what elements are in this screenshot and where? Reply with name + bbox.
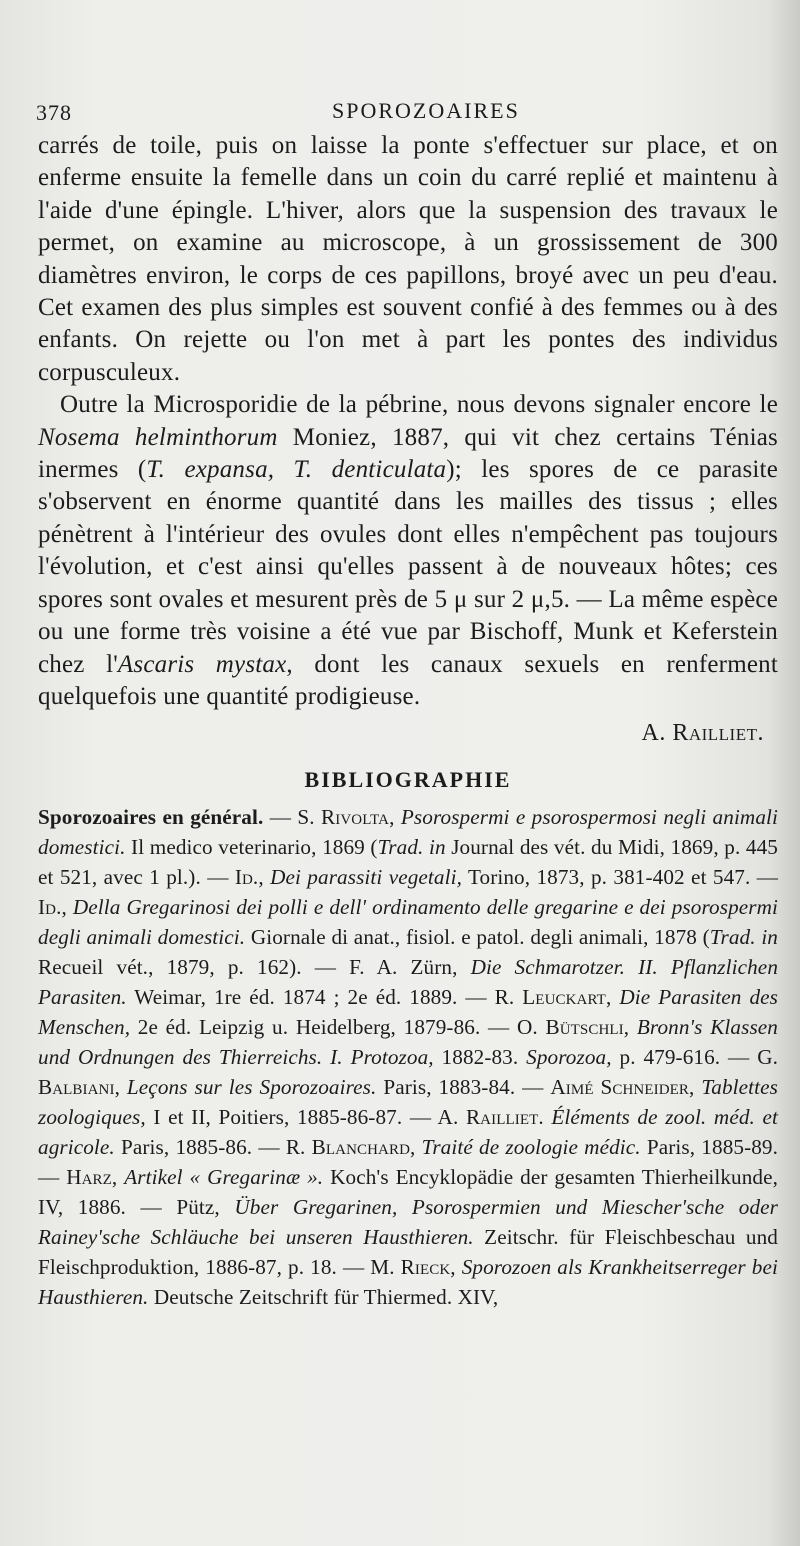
- text-run: Outre la Microsporidie de la pébrine, nous devons signaler encore le: [60, 391, 778, 419]
- text-run: Paris, 1885-86. — R.: [114, 1135, 312, 1160]
- text-run: .: [538, 1105, 552, 1130]
- work-title: Traité de zoologie médic.: [421, 1135, 641, 1160]
- text-run: Recueil vét., 1879, p. 162). — F. A. Zürn,: [38, 955, 471, 980]
- author-name: Rieck: [400, 1255, 451, 1280]
- page-body: [38, 130, 778, 1312]
- text-run: ,: [450, 1255, 462, 1280]
- work-title: Dei parassiti vegetali,: [270, 865, 462, 890]
- text-run: Moniez, 1887, qui vit chez certains Ténias inermes (: [38, 423, 778, 484]
- page-header: [36, 96, 776, 130]
- work-title: Über Gregarinen, Psorospermien und Miescher'sche oder Rainey'sche Schläuche bei unseren Hausthieren.: [38, 1195, 779, 1250]
- work-title: Sporozoa,: [526, 1045, 612, 1070]
- work-title: Trad. in: [377, 835, 446, 860]
- paragraph-2: [38, 389, 778, 713]
- text-run: ,: [623, 1015, 637, 1040]
- species-name: Nosema helminthorum: [38, 423, 278, 451]
- work-title: Della Gregarinosi dei polli e dell' ordinamento delle gregarine e dei psorospermi degli animali domestici.: [38, 895, 778, 950]
- text-run: ,: [689, 1075, 702, 1100]
- work-title: Bronn's Klassen und Ordnungen des Thierreichs. I. Protozoa,: [38, 1015, 779, 1070]
- work-title: Tablettes zoologiques,: [38, 1075, 778, 1130]
- author-name: Bütschli: [545, 1015, 624, 1040]
- work-title: Psorospermi e psorospermosi negli animali domestici.: [38, 805, 778, 860]
- running-title: SPOROZOAIRES: [332, 98, 520, 123]
- author-name: Rivolta: [321, 805, 390, 830]
- author-name: Leuckart: [522, 985, 606, 1010]
- work-title: Die Parasiten des Menschen,: [38, 985, 778, 1040]
- text-run: Weimar, 1re éd. 1874 ; 2e éd. 1889. — R.: [126, 985, 523, 1010]
- text-run: — S.: [263, 805, 322, 830]
- author-name: Id.: [234, 865, 259, 890]
- author-name: Aimé Schneider: [550, 1075, 690, 1100]
- text-run: I et II, Poitiers, 1885-86-87. — A.: [145, 1105, 466, 1130]
- page-number: 378: [36, 100, 72, 125]
- author-name: Railliet: [465, 1105, 539, 1130]
- text-run: ,: [111, 1165, 125, 1190]
- author-name: Blanchard: [311, 1135, 411, 1160]
- text-run: Zeitschr. für Fleischbeschau und Fleischproduktion, 1886-87, p. 18. — M.: [38, 1225, 779, 1280]
- text-run: ,: [258, 865, 271, 890]
- text-run: Paris, 1885-89.—: [38, 1135, 779, 1190]
- author-signature: A. Railliet.: [641, 720, 764, 747]
- author-name: Balbiani: [38, 1075, 115, 1100]
- work-title: Die Schmarotzer. II. Pflanzlichen Parasiten.: [38, 955, 779, 1010]
- text-run: 1882-83.: [433, 1045, 527, 1070]
- text-run: , dont les canaux sexuels en renferment quelquefois une quantité prodigieuse.: [38, 650, 778, 710]
- text-run: ,: [389, 805, 401, 830]
- text-run: Paris, 1883-84. —: [376, 1075, 551, 1100]
- work-title: Sporozoen als Krankheitserreger bei Hausthieren.: [38, 1255, 778, 1310]
- text-run: ,: [61, 895, 73, 920]
- species-name: Ascaris mystax: [117, 650, 287, 678]
- text-run: Giornale di anat., fisiol. e patol. degli animali, 1878 (: [245, 925, 710, 950]
- text-run: Il medico veterinario, 1869 (: [125, 835, 378, 860]
- text-run: ,: [114, 1075, 127, 1100]
- work-title: Trad. in: [709, 925, 778, 950]
- work-title: Éléments de zool. méd. et agricole.: [38, 1105, 778, 1160]
- bibliography-entries: [38, 802, 778, 1312]
- text-run: Koch's Encyklopädie der gesamten Thierheilkunde, IV, 1886. — Pütz,: [38, 1165, 778, 1220]
- author-name: Harz: [66, 1165, 112, 1190]
- bibliography-title: BIBLIOGRAPHIE: [304, 766, 512, 792]
- work-title: Artikel « Gregarinæ ».: [124, 1165, 324, 1190]
- text-run: Deutsche Zeitschrift für Thiermed. XIV,: [148, 1285, 499, 1310]
- author-name: Id.: [38, 895, 62, 920]
- text-run: ,: [605, 985, 620, 1010]
- text-run: Torino, 1873, p. 381-402 et 547. —: [461, 865, 778, 890]
- text-run: Journal des vét. du Midi, 1869, p. 445 et 521, avec 1 pl.). —: [38, 835, 778, 890]
- text-run: p. 479-616. — G.: [611, 1045, 779, 1070]
- species-name: T. expansa, T. denticulata: [146, 456, 447, 484]
- text-run: ); les spores de ce parasite s'observent en énorme quantité dans les mailles des tissus ; elles pénètrent à l'intérieur des ovules dont elles n'empêchent pas toujours l'évolution, et c'est ainsi qu'elles passent à de nouveaux hôtes; ces spores sont ovales et mesurent près de 5 μ sur 2 μ,5. — La même espèce ou une forme très voisine a été vue par Bischoff, Munk et Keferstein chez l': [38, 456, 778, 678]
- text-run: 2e éd. Leipzig u. Heidelberg, 1879-86. — O.: [130, 1015, 546, 1040]
- bibliography-heading: Sporozoaires en général.: [38, 805, 264, 830]
- text-run: ,: [410, 1135, 422, 1160]
- paragraph-1: carrés de toile, puis on laisse la ponte s'effectuer sur place, et on enferme ensuite la femelle dans un coin du carré replié et maintenu à l'aide d'une épingle. L'hiver, alors que la suspension des travaux le permet, on examine au microscope, à un grossissement de 300 diamètres environ, le corps de ces papillons, broyé avec un peu d'eau. Cet examen des plus simples est souvent confié à des femmes ou à des enfants. On rejette ou l'on met à part les pontes des individus corpusculeux.: [38, 132, 778, 386]
- work-title: Leçons sur les Sporozoaires.: [126, 1075, 377, 1100]
